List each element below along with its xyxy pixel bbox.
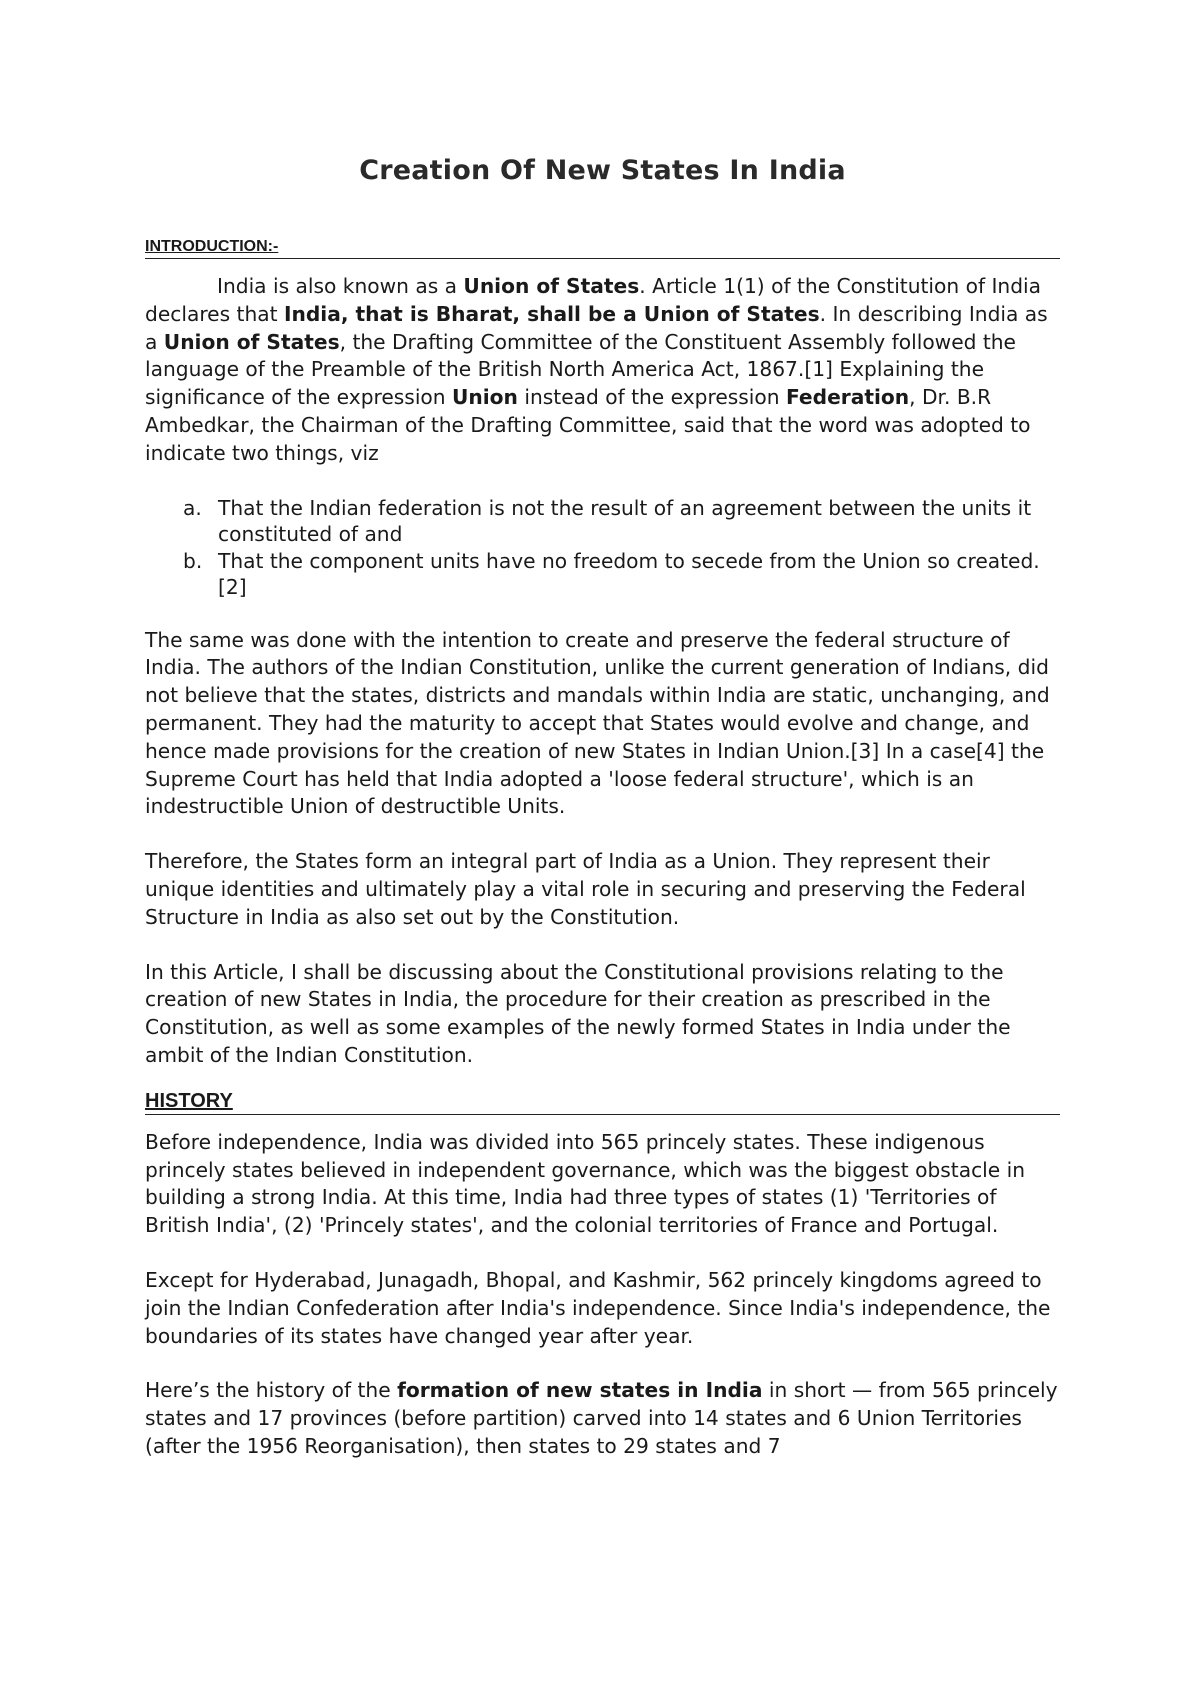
intro-paragraph: [145, 273, 1060, 468]
text-run: in short — from 565 princely states and 17 provinces (before partition) carved into 14 states and 6 Union Territories (after the 1956 Reorganisation), then states to 29 states and 7: [145, 1378, 1058, 1458]
list-marker: b.: [183, 548, 203, 573]
text-run: India is also known as a: [217, 274, 464, 298]
text-run: Here’s the history of the: [145, 1378, 398, 1403]
reasons-list: [145, 495, 1060, 601]
list-item-text: That the component units have no freedom to secede from the Union so created.[2]: [218, 548, 1040, 600]
bold-phrase: Union: [452, 385, 518, 410]
list-item-text: That the Indian federation is not the result of an agreement between the units it constituted of and: [218, 495, 1032, 547]
text-run: . Article 1(1) of the Constitution of India declares that: [145, 274, 1042, 326]
history-paragraph-3: [145, 1377, 1060, 1460]
text-run: , Dr. B.R Ambedkar, the Chairman of the Drafting Committee, said that the word was adopted to indicate two things, viz: [145, 385, 1031, 465]
document-body: [145, 155, 1060, 1488]
document-title: Creation Of New States In India: [359, 155, 846, 186]
text-run: . In describing India as a: [145, 301, 1048, 354]
history-heading: HISTORY: [145, 1090, 1060, 1115]
federal-structure-paragraph: The same was done with the intention to create and preserve the federal structure of India. The authors of the Indian Constitution, unlike the current generation of Indians, did not believe that the states, districts and mandals within India are static, unchanging, and permanent. They had the maturity to accept that States would evolve and change, and hence made provisions for the creation of new States in Indian Union.[3] In a case[4] the Supreme Court has held that India adopted a 'loose federal structure', which is an indestructible Union of destructible Units.: [145, 627, 1050, 819]
bold-phrase: Union of States: [463, 274, 640, 298]
bold-phrase: India, that is Bharat, shall be a Union of States: [283, 301, 820, 326]
list-item: [145, 548, 1060, 601]
history-paragraph-1: Before independence, India was divided into 565 princely states. These indigenous princely states believed in independent governance, which was the biggest obstacle in building a strong India. At this time, India had three types of states (1) 'Territories of British India', (2) 'Princely states', and the colonial territories of France and Portugal.: [145, 1129, 1026, 1238]
list-marker: a.: [183, 495, 202, 520]
history-paragraph-2: Except for Hyderabad, Junagadh, Bhopal, and Kashmir, 562 princely kingdoms agreed to join the Indian Confederation after India's independence. Since India's independence, the boundaries of its states have changed year after year.: [145, 1267, 1051, 1348]
text-run: instead of the expression: [517, 385, 786, 410]
bold-phrase: Federation: [785, 385, 910, 410]
text-run: , the Drafting Committee of the Constituent Assembly followed the language of the Preamble of the British North America Act, 1867.[1] Explaining the significance of the expression: [145, 329, 1016, 410]
list-item: [145, 495, 1060, 548]
bold-phrase: formation of new states in India: [397, 1378, 763, 1403]
introduction-heading: INTRODUCTION:-: [145, 238, 1060, 259]
integral-part-paragraph: Therefore, the States form an integral part of India as a Union. They represent their unique identities and ultimately play a vital role in securing and preserving the Federal Structure in India as also set out by the Constitution.: [145, 849, 1026, 929]
article-scope-paragraph: In this Article, I shall be discussing about the Constitutional provisions relating to the creation of new States in India, the procedure for their creation as prescribed in the Constitution, as well as some examples of the newly formed States in India under the ambit of the Indian Constitution.: [145, 959, 1011, 1067]
bold-phrase: Union of States: [163, 329, 340, 354]
